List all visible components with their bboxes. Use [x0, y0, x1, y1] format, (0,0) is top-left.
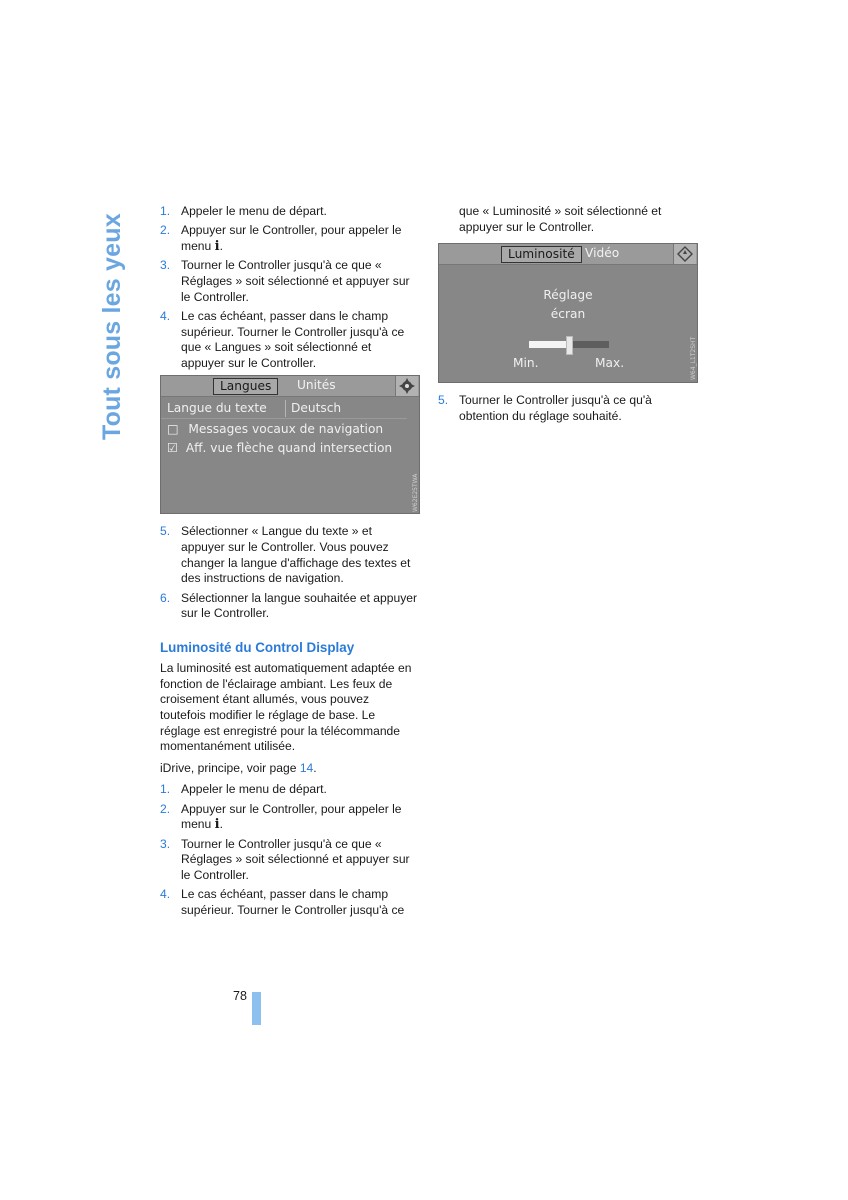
- tab-luminosite: Luminosité: [501, 246, 582, 263]
- step-number: 4.: [160, 887, 171, 902]
- step-number: 2.: [160, 801, 171, 816]
- list-item: [160, 887, 418, 918]
- steps-list-b: [160, 524, 418, 621]
- steps-list-d: [438, 393, 698, 424]
- option-label: Aff. vue flèche quand intersection: [185, 441, 393, 456]
- brightness-slider: [529, 341, 609, 348]
- step-text: Le cas échéant, passer dans le champ supérieur. Tourner le Controller jusqu'à ce: [181, 887, 405, 917]
- option-label: Messages vocaux de navigation: [188, 422, 384, 437]
- step-text: Appeler le menu de départ.: [181, 782, 327, 797]
- step-text: Tourner le Controller jusqu'à ce que « Réglages » soit sélectionné et appuyer sur le Controller.: [181, 258, 410, 304]
- field-divider: [285, 400, 286, 417]
- tab-video: Vidéo: [585, 246, 620, 261]
- step-text: Tourner le Controller jusqu'à ce que « Réglages » soit sélectionné et appuyer sur le Controller.: [181, 836, 410, 882]
- image-code: W62E25TWA: [412, 473, 419, 513]
- slider-max-label: Max.: [595, 356, 625, 371]
- list-item: [160, 309, 418, 371]
- step-text: Le cas échéant, passer dans le champ supérieur. Tourner le Controller jusqu'à ce que « Langues » soit sélectionné et appuyer sur le Controller.: [181, 308, 405, 370]
- idrive-reference: [160, 761, 418, 777]
- option-arrow-view: [167, 441, 392, 457]
- step-number: 4.: [160, 308, 171, 323]
- page-link[interactable]: 14: [299, 760, 314, 775]
- step-text: Sélectionner la langue souhaitée et appuyer sur le Controller.: [181, 590, 417, 621]
- screen-tab-bar: [439, 244, 697, 265]
- side-title: Tout sous les yeux: [98, 213, 126, 440]
- list-item: [438, 393, 698, 424]
- steps-list-a: [160, 204, 418, 371]
- compass-icon: [395, 376, 418, 396]
- brightness-settings-screenshot: [438, 243, 698, 383]
- option-navigation-voice: [167, 422, 383, 438]
- list-item: [160, 223, 418, 254]
- screen-title-line2: écran: [550, 307, 586, 322]
- step-suffix: .: [219, 817, 223, 832]
- slider-knob: [566, 336, 573, 355]
- steps-list-c: [160, 782, 418, 918]
- tab-unites: Unités: [297, 378, 336, 393]
- reference-suffix: .: [313, 760, 317, 775]
- nav-arrow-icon: [673, 244, 696, 264]
- slider-min-label: Min.: [513, 356, 539, 371]
- page-number: 78: [233, 989, 247, 1003]
- step-number: 1.: [160, 782, 171, 797]
- language-settings-screenshot: [160, 375, 420, 514]
- section-paragraph: La luminosité est automatiquement adaptée en fonction de l'éclairage ambiant. Les feux de croisement étant allumés, vous pouvez toutefois modifier le réglage de base. Le réglage est enregistré pour la télécommande momentanément utilisée.: [160, 661, 412, 754]
- field-label: Langue du texte: [167, 401, 267, 416]
- step-number: 6.: [160, 590, 171, 605]
- screen-title-line1: Réglage: [543, 288, 593, 303]
- continued-step-text: que « Luminosité » soit sélectionné et appuyer sur le Controller.: [459, 204, 662, 234]
- list-item: [160, 591, 418, 622]
- checkbox-checked-icon: ☑: [167, 441, 178, 456]
- left-column: [160, 204, 418, 922]
- step-number: 5.: [160, 524, 171, 539]
- field-value: Deutsch: [291, 401, 342, 416]
- step-number: 1.: [160, 204, 171, 218]
- image-code: W64_L1T2SHT: [690, 336, 697, 381]
- step-number: 3.: [160, 258, 171, 273]
- info-icon: i: [214, 238, 220, 254]
- list-item: [160, 524, 418, 586]
- step-text: Appuyer sur le Controller, pour appeler le menu: [181, 801, 402, 832]
- list-item: [160, 782, 418, 798]
- step-number: 3.: [160, 836, 171, 851]
- tab-langues: Langues: [213, 378, 278, 395]
- right-column: [438, 204, 698, 428]
- page-marker-bar: [252, 992, 261, 1025]
- section-heading: Luminosité du Control Display: [160, 639, 355, 655]
- step-text: Appeler le menu de départ.: [181, 204, 327, 218]
- list-item: [160, 204, 418, 220]
- step-text: Tourner le Controller jusqu'à ce qu'à obtention du réglage souhaité.: [459, 393, 652, 423]
- reference-text: iDrive, principe, voir page: [160, 760, 300, 775]
- row-divider: [161, 418, 407, 419]
- screen-tab-bar: [161, 376, 419, 397]
- step-text: Appuyer sur le Controller, pour appeler le menu: [181, 223, 402, 253]
- list-item: [160, 258, 418, 305]
- step-text: Sélectionner « Langue du texte » et appuyer sur le Controller. Vous pouvez changer la langue d'affichage des textes et des instructions de navigation.: [181, 524, 411, 586]
- list-item: [160, 802, 418, 833]
- info-icon: i: [214, 817, 220, 833]
- slider-fill: [529, 341, 569, 348]
- step-suffix: .: [219, 238, 223, 253]
- list-item: [160, 837, 418, 884]
- step-number: 5.: [438, 393, 449, 408]
- checkbox-empty-icon: □: [167, 422, 179, 437]
- step-number: 2.: [160, 223, 171, 238]
